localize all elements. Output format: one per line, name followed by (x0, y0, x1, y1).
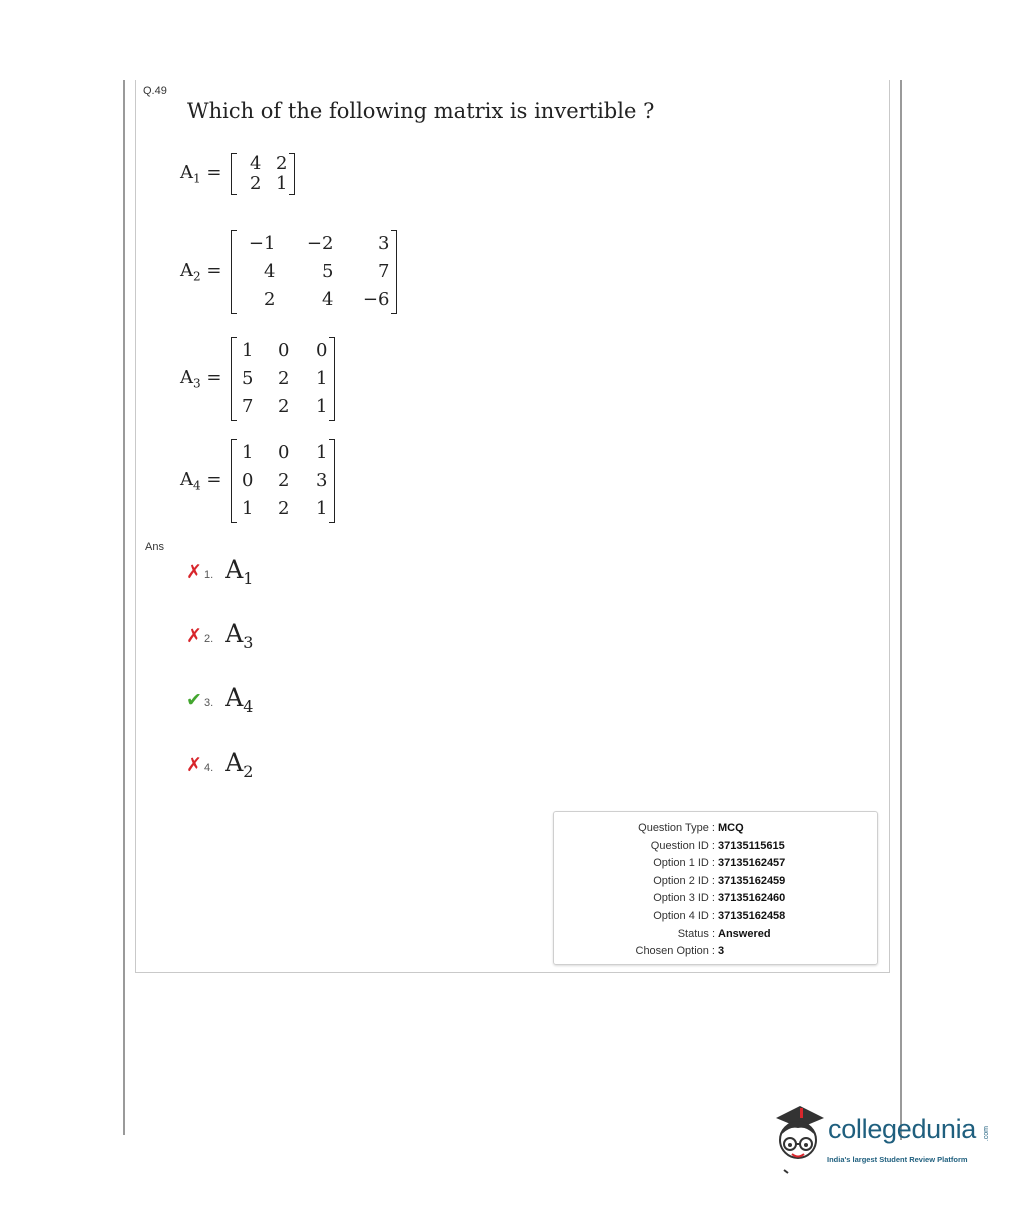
page-left-border (123, 80, 125, 1135)
option-text: $A_4$ (225, 683, 254, 716)
right-bracket (391, 230, 397, 314)
matrix-cell: 5 (242, 368, 254, 389)
info-row: Status : Answered (677, 927, 771, 940)
matrix-a3 (180, 337, 335, 421)
matrix-cell: 1 (242, 498, 254, 519)
page-right-border (900, 80, 902, 1140)
matrix-cell: 2 (278, 368, 290, 389)
matrix-cell: 4 (322, 289, 334, 310)
matrix-label: $A_4$ = (180, 469, 222, 493)
matrix-cell: −1 (248, 233, 276, 254)
option-2 (186, 619, 253, 652)
matrix-cell: 1 (316, 442, 328, 463)
question-text: Which of the following matrix is invertible ? (187, 99, 655, 123)
matrix-cell: 1 (316, 368, 328, 389)
option-text: $A_2$ (225, 748, 254, 781)
card-left-border (135, 80, 136, 973)
option-text: $A_1$ (225, 555, 254, 588)
right-bracket (329, 439, 335, 523)
option-number: 4. (204, 762, 214, 774)
matrix-cell: 0 (278, 340, 290, 361)
info-row: Option 2 ID : 37135162459 (653, 874, 786, 887)
matrix-cell: 0 (278, 442, 290, 463)
matrix-label: $A_2$ = (180, 260, 222, 284)
matrix-cell: 7 (378, 261, 390, 282)
logo-tagline: India's largest Student Review Platform (827, 1155, 968, 1164)
logo-suffix: .com (983, 1126, 990, 1142)
matrix-label: $A_1$ = (180, 162, 222, 186)
wrong-mark-icon: ✗ (186, 562, 202, 583)
matrix-cell: 7 (242, 396, 254, 417)
matrix-cell: −2 (306, 233, 334, 254)
info-row: Question Type : MCQ (638, 822, 744, 834)
matrix-cell: 2 (278, 396, 290, 417)
question-info-box (553, 811, 878, 965)
matrix-cell: 3 (378, 233, 390, 254)
answer-label: Ans (145, 541, 164, 553)
matrix-grid (237, 439, 329, 523)
question-number: Q.49 (143, 85, 167, 97)
wrong-mark-icon: ✗ (186, 626, 202, 647)
matrix-a1 (180, 153, 295, 195)
matrix-a4 (180, 439, 335, 523)
matrix-label: $A_3$ = (180, 367, 222, 391)
matrix-cell: 2 (278, 498, 290, 519)
option-number: 3. (204, 697, 214, 709)
matrix-cell: 2 (264, 289, 276, 310)
option-1 (186, 555, 253, 588)
check-mark-icon: ✔ (186, 690, 202, 711)
logo-brand: collegedunia (828, 1114, 977, 1144)
matrix-cell: 2 (250, 173, 262, 194)
option-3 (186, 683, 253, 716)
matrix-cell: 1 (316, 396, 328, 417)
matrix-cell: 2 (278, 470, 290, 491)
matrix-cell: 3 (316, 470, 328, 491)
matrix-cell: 2 (276, 153, 288, 174)
matrix-cell: 0 (242, 470, 254, 491)
matrix-grid (237, 337, 329, 421)
matrix-cell: 0 (316, 340, 328, 361)
card-right-border (889, 80, 890, 973)
matrix-cell: 1 (276, 173, 288, 194)
option-text: $A_3$ (225, 619, 254, 652)
matrix-grid (237, 230, 391, 314)
matrix-cell: 1 (242, 340, 254, 361)
info-row: Option 4 ID : 37135162458 (653, 909, 786, 922)
info-row: Question ID : 37135115615 (650, 839, 785, 852)
matrix-cell: 5 (322, 261, 334, 282)
info-row: Chosen Option : 3 (635, 945, 725, 958)
mascot-icon (770, 1104, 826, 1176)
info-row: Option 1 ID : 37135162457 (653, 857, 786, 870)
wrong-mark-icon: ✗ (186, 755, 202, 776)
matrix-cell: 4 (250, 153, 262, 174)
option-number: 1. (204, 569, 214, 581)
matrix-cell: 4 (264, 261, 276, 282)
matrix-cell: −6 (362, 289, 390, 310)
info-row: Option 3 ID : 37135162460 (653, 892, 786, 905)
option-4 (186, 748, 253, 781)
matrix-cell: 1 (316, 498, 328, 519)
matrix-a2 (180, 230, 397, 314)
option-number: 2. (204, 633, 214, 645)
matrix-cell: 1 (242, 442, 254, 463)
right-bracket (289, 153, 295, 195)
matrix-grid (237, 153, 289, 195)
card-bottom-border (135, 972, 890, 973)
right-bracket (329, 337, 335, 421)
collegedunia-logo (770, 1104, 1000, 1176)
